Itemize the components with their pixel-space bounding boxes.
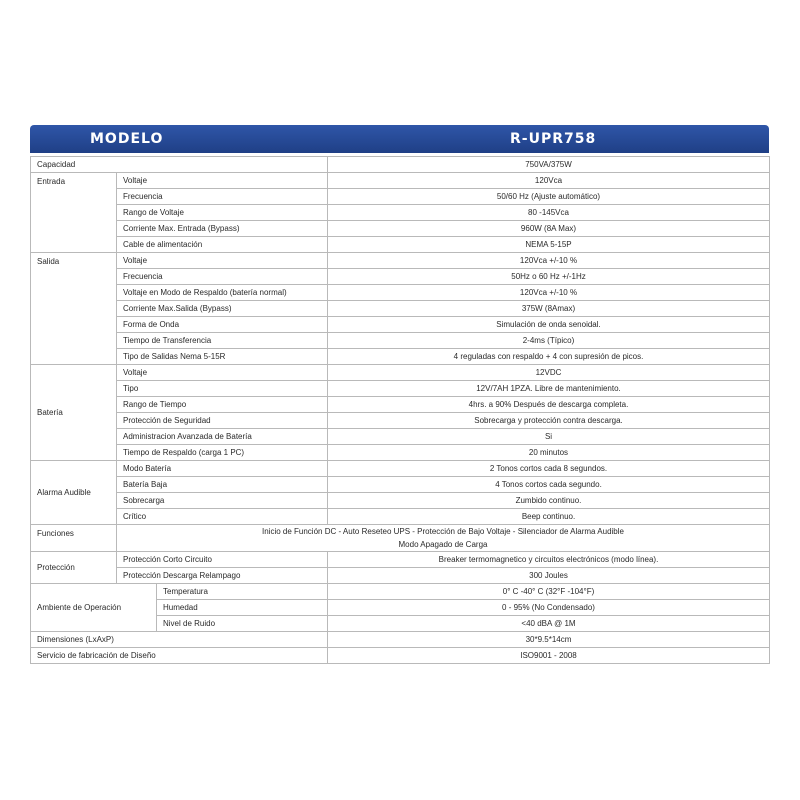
row-label: Protección de Seguridad bbox=[117, 413, 328, 429]
row-label: Administracion Avanzada de Batería bbox=[117, 429, 328, 445]
row-label: Temperatura bbox=[157, 584, 328, 600]
row-value: 120Vca bbox=[328, 173, 770, 189]
row-value: Breaker termomagnetico y circuitos electrónicos (modo línea). bbox=[328, 552, 770, 568]
table-row bbox=[31, 221, 770, 237]
row-value: 2-4ms (Típico) bbox=[328, 333, 770, 349]
row-value: ISO9001 - 2008 bbox=[328, 648, 770, 664]
table-row bbox=[31, 525, 770, 552]
funciones-line-2: Modo Apagado de Carga bbox=[398, 540, 488, 549]
table-row bbox=[31, 445, 770, 461]
row-value: <40 dBA @ 1M bbox=[328, 616, 770, 632]
table-row bbox=[31, 493, 770, 509]
row-label: Humedad bbox=[157, 600, 328, 616]
row-value: Si bbox=[328, 429, 770, 445]
table-row bbox=[31, 285, 770, 301]
funciones-line-1: Inicio de Función DC - Auto Reseteo UPS - Protección de Bajo Voltaje - Silenciador de Alarma Audible bbox=[262, 527, 624, 536]
table-row bbox=[31, 333, 770, 349]
row-label: Protección Corto Circuito bbox=[117, 552, 328, 568]
row-label: Frecuencia bbox=[117, 269, 328, 285]
row-label: Corriente Max.Salida (Bypass) bbox=[117, 301, 328, 317]
category-label: Funciones bbox=[31, 525, 117, 552]
row-value bbox=[117, 525, 770, 552]
row-label: Servicio de fabricación de Diseño bbox=[31, 648, 328, 664]
row-label: Tiempo de Respaldo (carga 1 PC) bbox=[117, 445, 328, 461]
category-label: Batería bbox=[31, 365, 117, 461]
table-row bbox=[31, 477, 770, 493]
row-label: Rango de Voltaje bbox=[117, 205, 328, 221]
row-label: Dimensiones (LxAxP) bbox=[31, 632, 328, 648]
category-label: Protección bbox=[31, 552, 117, 584]
table-row bbox=[31, 509, 770, 525]
row-value: Sobrecarga y protección contra descarga. bbox=[328, 413, 770, 429]
row-label: Voltaje bbox=[117, 173, 328, 189]
row-label: Corriente Max. Entrada (Bypass) bbox=[117, 221, 328, 237]
row-value: 30*9.5*14cm bbox=[328, 632, 770, 648]
row-label: Batería Baja bbox=[117, 477, 328, 493]
row-value: 120Vca +/-10 % bbox=[328, 285, 770, 301]
row-value: 50Hz o 60 Hz +/-1Hz bbox=[328, 269, 770, 285]
row-value: 4hrs. a 90% Después de descarga completa. bbox=[328, 397, 770, 413]
row-label: Crítico bbox=[117, 509, 328, 525]
table-row bbox=[31, 568, 770, 584]
category-label: Ambiente de Operación bbox=[31, 584, 157, 632]
category-label: Alarma Audible bbox=[31, 461, 117, 525]
row-value: Simulación de onda senoidal. bbox=[328, 317, 770, 333]
row-label: Tiempo de Transferencia bbox=[117, 333, 328, 349]
row-label: Sobrecarga bbox=[117, 493, 328, 509]
table-row bbox=[31, 269, 770, 285]
table-row bbox=[31, 317, 770, 333]
table-row bbox=[31, 365, 770, 381]
table-row bbox=[31, 189, 770, 205]
table-row bbox=[31, 237, 770, 253]
row-value: 750VA/375W bbox=[328, 157, 770, 173]
spec-table bbox=[30, 156, 770, 664]
row-value: Beep continuo. bbox=[328, 509, 770, 525]
table-row bbox=[31, 584, 770, 600]
row-label: Cable de alimentación bbox=[117, 237, 328, 253]
row-value: 4 Tonos cortos cada segundo. bbox=[328, 477, 770, 493]
row-label: Tipo bbox=[117, 381, 328, 397]
row-label: Protección Descarga Relampago bbox=[117, 568, 328, 584]
table-row bbox=[31, 397, 770, 413]
row-value: 120Vca +/-10 % bbox=[328, 253, 770, 269]
row-label: Tipo de Salidas Nema 5-15R bbox=[117, 349, 328, 365]
row-value: 0° C -40° C (32°F -104°F) bbox=[328, 584, 770, 600]
row-value: 12V/7AH 1PZA. Libre de mantenimiento. bbox=[328, 381, 770, 397]
row-label: Voltaje en Modo de Respaldo (batería normal) bbox=[117, 285, 328, 301]
table-row bbox=[31, 157, 770, 173]
row-value: 0 - 95% (No Condensado) bbox=[328, 600, 770, 616]
row-label: Rango de Tiempo bbox=[117, 397, 328, 413]
row-value: 4 reguladas con respaldo + 4 con supresión de picos. bbox=[328, 349, 770, 365]
row-value: 960W (8A Max) bbox=[328, 221, 770, 237]
row-value: NEMA 5-15P bbox=[328, 237, 770, 253]
table-row bbox=[31, 205, 770, 221]
row-value: 2 Tonos cortos cada 8 segundos. bbox=[328, 461, 770, 477]
row-value: 20 minutos bbox=[328, 445, 770, 461]
category-label: Salida bbox=[31, 253, 117, 365]
table-row bbox=[31, 173, 770, 189]
spec-header-bar bbox=[30, 125, 769, 153]
row-value: 375W (8Amax) bbox=[328, 301, 770, 317]
model-name: R-UPR758 bbox=[510, 131, 597, 147]
row-label: Modo Batería bbox=[117, 461, 328, 477]
row-label: Voltaje bbox=[117, 253, 328, 269]
category-label: Entrada bbox=[31, 173, 117, 253]
row-label: Frecuencia bbox=[117, 189, 328, 205]
row-value: 300 Joules bbox=[328, 568, 770, 584]
row-value: Zumbido continuo. bbox=[328, 493, 770, 509]
row-value: 50/60 Hz (Ajuste automático) bbox=[328, 189, 770, 205]
table-row bbox=[31, 301, 770, 317]
table-row bbox=[31, 648, 770, 664]
row-value: 80 -145Vca bbox=[328, 205, 770, 221]
table-row bbox=[31, 429, 770, 445]
table-row bbox=[31, 349, 770, 365]
table-row bbox=[31, 552, 770, 568]
table-row bbox=[31, 253, 770, 269]
table-row bbox=[31, 461, 770, 477]
row-label: Voltaje bbox=[117, 365, 328, 381]
row-label: Capacidad bbox=[31, 157, 328, 173]
row-label: Forma de Onda bbox=[117, 317, 328, 333]
table-row bbox=[31, 632, 770, 648]
table-row bbox=[31, 413, 770, 429]
row-label: Nivel de Ruido bbox=[157, 616, 328, 632]
row-value: 12VDC bbox=[328, 365, 770, 381]
table-row bbox=[31, 381, 770, 397]
modelo-label: MODELO bbox=[90, 131, 164, 147]
